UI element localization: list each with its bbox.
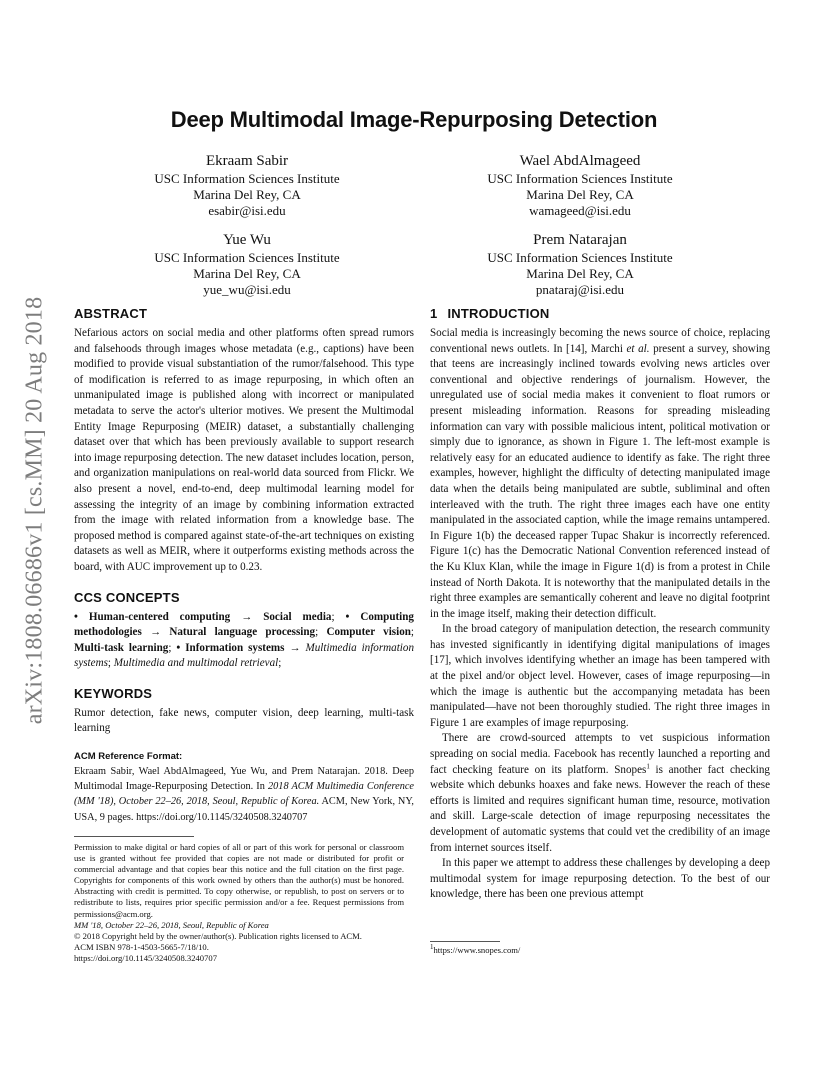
paragraph: In this paper we attempt to address these challenges by developing a deep multimodal system for image repurposing detection. To the best of our knowledge, there has been one previous attempt	[430, 857, 770, 901]
author-email: wamageed@isi.edu	[529, 203, 631, 219]
right-column	[430, 306, 770, 903]
author-location: Marina Del Rey, CA	[193, 266, 301, 282]
footnote-number: 1	[430, 943, 434, 952]
author-affiliation: USC Information Sciences Institute	[154, 171, 340, 186]
conference-line: MM '18, October 22–26, 2018, Seoul, Republic of Korea	[74, 919, 269, 930]
footnote-mark: 1	[646, 761, 650, 770]
ccs-heading: CCS CONCEPTS	[74, 589, 180, 605]
author-affiliation: USC Information Sciences Institute	[154, 250, 340, 265]
author-name: Ekraam Sabir	[205, 153, 289, 169]
author-location: Marina Del Rey, CA	[193, 187, 301, 203]
author-name: Wael AbdAlmageed	[519, 153, 641, 169]
author-block	[415, 152, 745, 220]
section-heading	[430, 306, 770, 321]
footnote-link[interactable]: https://www.snopes.com/	[433, 945, 521, 955]
keywords-text: Rumor detection, fake news, computer vision, deep learning, multi-task learning	[74, 706, 414, 735]
arxiv-identifier: arXiv:1808.06686v1 [cs.MM] 20 Aug 2018	[21, 296, 48, 724]
divider	[74, 836, 194, 837]
ccs-concepts: • Human-centered computing → Social media; • Computing methodologies → Natural language processing; Computer vision; Multi-task learning; • Information systems → Multimedia information systems; Multimedia and multimodal retrieval;	[74, 610, 415, 670]
copyright-line: © 2018 Copyright held by the owner/author(s). Publication rights licensed to ACM.	[74, 930, 362, 941]
footnote	[430, 941, 770, 956]
reference-format-heading: ACM Reference Format:	[74, 751, 183, 763]
author-block	[415, 231, 745, 299]
isbn-line: ACM ISBN 978-1-4503-5665-7/18/10.	[74, 941, 209, 952]
author-block	[82, 231, 412, 299]
author-affiliation: USC Information Sciences Institute	[487, 171, 673, 186]
author-block	[82, 152, 412, 220]
author-email: esabir@isi.edu	[208, 203, 286, 219]
abstract-heading: ABSTRACT	[74, 306, 148, 321]
author-location: Marina Del Rey, CA	[526, 187, 634, 203]
permission-notice	[74, 836, 404, 964]
author-email: yue_wu@isi.edu	[203, 282, 291, 298]
author-affiliation: USC Information Sciences Institute	[487, 250, 673, 265]
left-column	[74, 306, 414, 825]
author-email: pnataraj@isi.edu	[535, 282, 625, 298]
keywords-heading: KEYWORDS	[74, 685, 153, 701]
arxiv-stamp	[10, 270, 60, 750]
paragraph: In the broad category of manipulation detection, the research community has invested significantly in identifying digital manipulations of images [17], which involves identifying whether an image has been tampered with at the pixel and/or object level. However, cases of image repurposing—in which the image is authentic but the accompanying metadata has been manipulated—have not been thoroughly studied. The right three images in Figure 1 are examples of image repurposing.	[430, 623, 770, 729]
paragraph: Social media is increasingly becoming the news source of choice, replacing conventional news outlets. In [14], Marchi et al. present a survey, showing that teens are increasingly inclined towards evolving news articles over conventional and objective renderings of journalism. However, the unregulated use of social media makes it convenient to float rumors or present misleading information. Reasons for spreading misleading information can vary with possible malicious intent, political motivation or simply due to ignorance, as shown in Figure 1. The left-most example is relatively easy for an educated audience to identify as fake. The right three examples, however, highlight the difficulty of detecting manipulated image data when the details being manipulated are subtle, subliminal and often interleaved with the truth. The right three images each have one entity manipulated in the associated caption, while the image remains untampered. In Figure 1(b) the deceased rapper Tupac Shakur is incorrectly referenced. Figure 1(c) has the Democratic National Convention referenced instead of the Ku Klux Klan, while the image in Figure 1(d) is from a protest in Chile instead of North Dakota. It is noteworthy that the manipulated details in the right three examples are semantically coherent and leave no digital footprint in the image itself, making their detection difficult.	[430, 327, 770, 620]
paper-title: Deep Multimodal Image-Repurposing Detection	[170, 107, 658, 132]
author-name: Yue Wu	[223, 232, 271, 248]
section-title: INTRODUCTION	[447, 306, 550, 321]
author-name: Prem Natarajan	[533, 232, 627, 248]
divider	[430, 941, 500, 942]
paragraph: There are crowd-sourced attempts to vet suspicious information spreading on social media. Facebook has recently launched a reporting and fact checking feature on its platform. Snopes$^1$ is another fact checking website which debunks hoaxes and fake news. However the reach of these efforts is limited and requires significant human time, resource, motivation and skill. Large-scale detection of image repurposing necessitates the development of automatic systems that could vet the credibility of an image from internet sources itself.	[430, 732, 770, 854]
permission-text: Permission to make digital or hard copies of all or part of this work for personal or classroom use is granted without fee provided that copies are not made or distributed for profit or commercial advantage and that copies bear this notice and the full citation on the first page. Copyrights for components of this work owned by others than the author(s) must be honored. Abstracting with credit is permitted. To copy otherwise, or republish, to post on servers or to redistribute to lists, requires prior specific permission and/or a fee. Request permissions from permissions@acm.org.	[74, 842, 404, 919]
reference-format-text: Ekraam Sabir, Wael AbdAlmageed, Yue Wu, and Prem Natarajan. 2018. Deep Multimodal Image-Repurposing Detection. In 2018 ACM Multimedia Conference (MM '18), October 22–26, 2018, Seoul, Republic of Korea. ACM, New York, NY, USA, 9 pages. https://doi.org/10.1145/3240508.3240707	[74, 766, 414, 823]
section-number: 1	[430, 306, 438, 321]
abstract-text: Nefarious actors on social media and other platforms often spread rumors and falsehoods through images whose metadata (e.g., captions) have been modified to provide visual substantiation of the rumor/falsehood. This type of modification is referred to as image repurposing, in which often an unmanipulated image is published along with incorrect or manipulated metadata to serve the actor's ulterior motives. We present the Multimodal Entity Image Repurposing (MEIR) dataset, a substantially challenging dataset over that which has been previously available to support research into image repurposing detection. The new dataset includes location, person, and organization manipulations on real-world data sourced from Flickr. We also present a novel, end-to-end, deep multimodal learning model for assessing the integrity of an image by combining information extracted from the image with related information from a knowledge base. The proposed method is compared against state-of-the-art techniques on existing datasets as well as MEIR, where it outperforms existing methods across the board, with AUC improvement up to 0.23.	[74, 327, 414, 573]
doi-link[interactable]: https://doi.org/10.1145/3240508.3240707	[74, 952, 217, 963]
author-location: Marina Del Rey, CA	[526, 266, 634, 282]
